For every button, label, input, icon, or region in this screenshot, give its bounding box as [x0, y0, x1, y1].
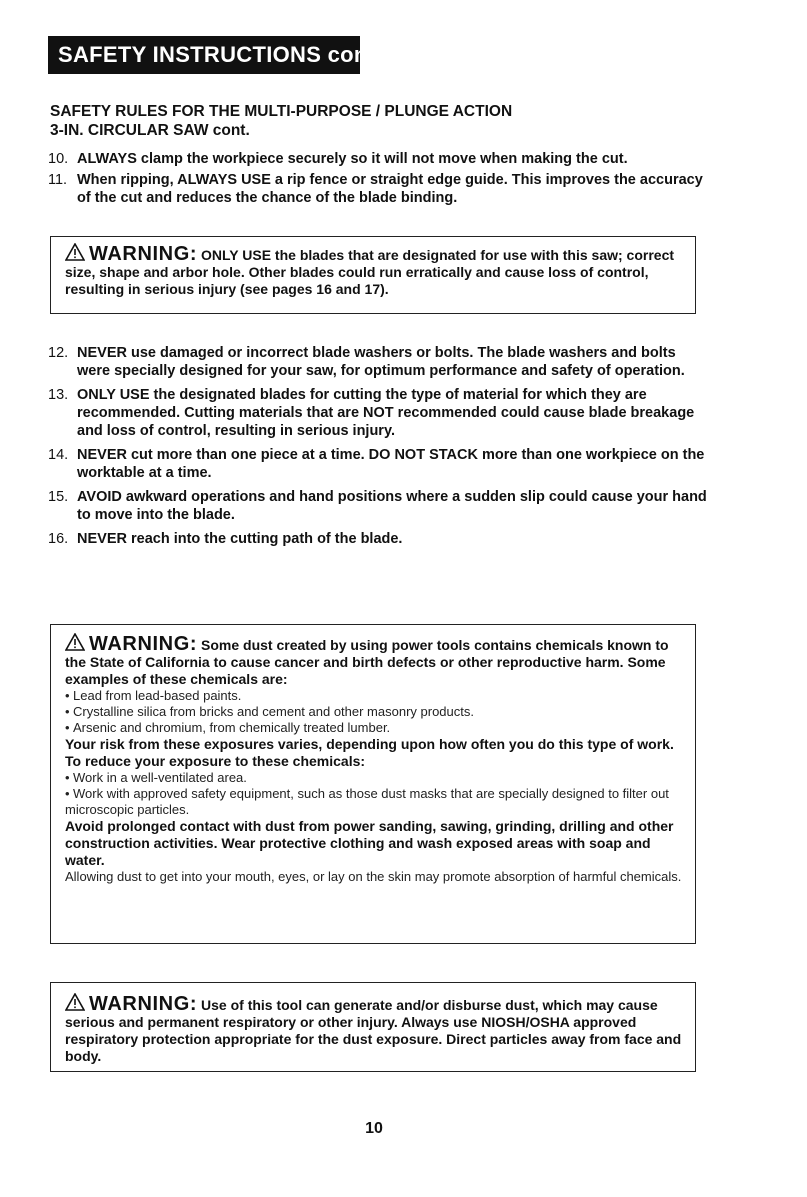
page-number: 10	[365, 1120, 383, 1137]
warning-triangle-icon	[65, 993, 85, 1011]
rule-number: 10.	[48, 151, 69, 167]
rule-item	[48, 446, 708, 482]
measure-bullet: • Work with approved safety equipment, such as those dust masks that are specially designed to filter out microscopic particles.	[65, 786, 669, 817]
warning-box-dust-chemicals	[50, 624, 696, 944]
section-title	[50, 102, 710, 140]
rule-text: AVOID awkward operations and hand positions where a sudden slip could cause your hand to move into the blade.	[77, 489, 707, 523]
example-text: Lead from lead-based paints.	[73, 688, 242, 703]
rules-list-a	[48, 150, 708, 210]
rule-item	[48, 344, 708, 380]
rule-number: 13.	[48, 387, 69, 403]
rules-list-b	[48, 344, 708, 554]
rule-item	[48, 171, 708, 207]
rule-text: ONLY USE the designated blades for cutting the type of material for which they are recommended. Cutting materials that are NOT recommended could cause blade breakage and loss of control, resulting in serious injury.	[77, 387, 695, 439]
rule-item	[48, 150, 708, 168]
section-title-line-2: 3-IN. CIRCULAR SAW cont.	[50, 122, 250, 139]
rule-text: When ripping, ALWAYS USE a rip fence or straight edge guide. This improves the accuracy of the cut and reduces the chance of the blade binding.	[77, 172, 703, 206]
example-bullet: • Arsenic and chromium, from chemically treated lumber.	[65, 720, 391, 735]
warning-heading: WARNING:	[89, 993, 198, 1015]
warning-heading: WARNING:	[89, 243, 198, 265]
warning-intro: Some dust created by using power tools contains chemicals known to the State of California to cause cancer and birth defects or other reproductive harm. Some examples of these chemicals are:	[65, 637, 669, 687]
warning-text: ONLY USE the blades that are designated for use with this saw; correct size, shape and arbor hole. Other blades could run erratically and cause loss of control, resulting in serious injury (see pages 16 and 17).	[65, 247, 675, 297]
example-bullet: • Lead from lead-based paints.	[65, 688, 242, 703]
rule-item	[48, 530, 708, 548]
warning-box-respiratory	[50, 982, 696, 1072]
warning-text: Use of this tool can generate and/or disburse dust, which may cause serious and permanent respiratory or other injury. Always use NIOSH/OSHA approved respiratory protection appropriate for the dust exposure. Direct particles away from face and body.	[65, 997, 682, 1064]
warning-box-blades	[50, 236, 696, 314]
avoid-text: Avoid prolonged contact with dust from power sanding, sawing, grinding, drilling and other construction activities. Wear protective clothing and wash exposed areas with soap and water.	[65, 818, 674, 868]
rule-item	[48, 386, 708, 440]
risk-text: Your risk from these exposures varies, depending upon how often you do this type of work. To reduce your exposure to these chemicals:	[65, 736, 674, 769]
warning-heading: WARNING:	[89, 633, 198, 655]
warning-triangle-icon	[65, 633, 85, 651]
measure-bullet: • Work in a well-ventilated area.	[65, 770, 247, 785]
measure-text: Work in a well-ventilated area.	[73, 770, 247, 785]
section-title-line-1: SAFETY RULES FOR THE MULTI-PURPOSE / PLUNGE ACTION	[50, 103, 513, 120]
rule-item	[48, 488, 708, 524]
rule-text: NEVER use damaged or incorrect blade washers or bolts. The blade washers and bolts were specially designed for your saw, for optimum performance and safety of operation.	[77, 345, 685, 379]
example-bullet: • Crystalline silica from bricks and cement and other masonry products.	[65, 704, 474, 719]
rule-number: 16.	[48, 531, 69, 547]
rule-text: NEVER reach into the cutting path of the blade.	[77, 531, 403, 547]
section-banner: SAFETY INSTRUCTIONS cont.	[48, 36, 360, 74]
rule-text: ALWAYS clamp the workpiece securely so it will not move when making the cut.	[77, 151, 628, 167]
example-text: Crystalline silica from bricks and cement and other masonry products.	[73, 704, 474, 719]
warning-triangle-icon	[65, 243, 85, 261]
measure-text: Work with approved safety equipment, such as those dust masks that are specially designed to filter out microscopic particles.	[65, 786, 669, 817]
rule-number: 11.	[48, 172, 68, 188]
rule-number: 15.	[48, 489, 69, 505]
rule-text: NEVER cut more than one piece at a time. DO NOT STACK more than one workpiece on the worktable at a time.	[77, 447, 705, 481]
rule-number: 14.	[48, 447, 69, 463]
rule-number: 12.	[48, 345, 69, 361]
warning-intro-block	[65, 633, 685, 688]
example-text: Arsenic and chromium, from chemically treated lumber.	[73, 720, 391, 735]
allowing-text: Allowing dust to get into your mouth, eyes, or lay on the skin may promote absorption of harmful chemicals.	[65, 869, 682, 884]
